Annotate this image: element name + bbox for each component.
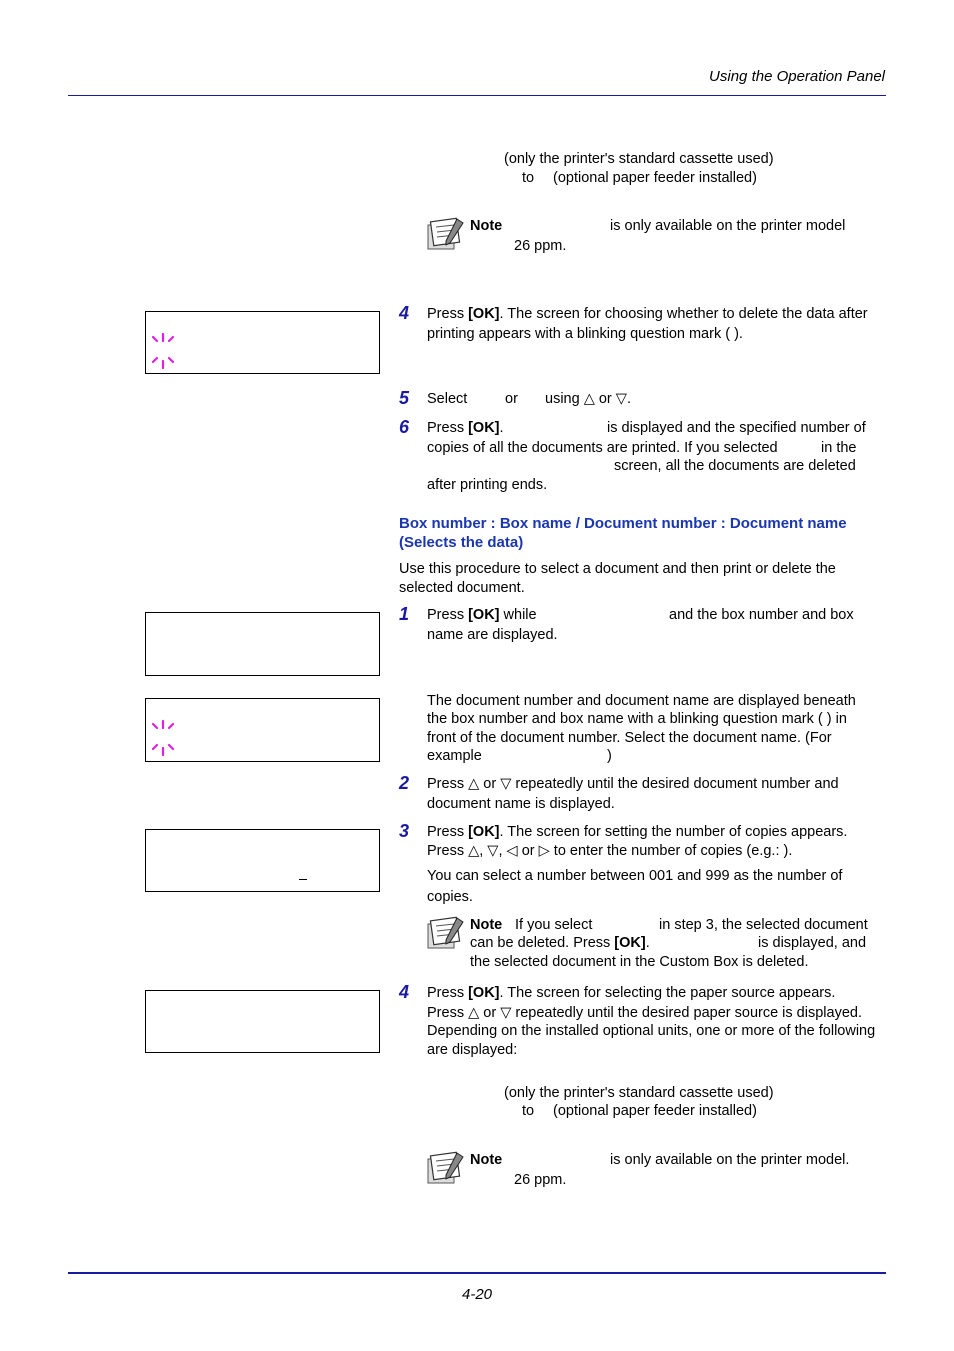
header-rule [68,95,886,96]
body-text: ) [607,748,612,764]
text-cursor [299,879,307,880]
step-text: Press △ or ▽ repeatedly until the desired document number and [427,776,839,792]
step-number: 3 [399,821,410,841]
step-text: printing appears with a blinking question mark ( ). [427,326,743,342]
step-number: 5 [399,388,410,408]
note-label: Note [470,1152,503,1168]
note-label: Note [470,917,503,933]
lcd-panel [145,612,380,676]
step-text: Press [OK]. The screen for choosing whether to delete the data after [427,306,868,322]
intro-text: selected document. [399,580,525,596]
page-number: 4-20 [461,1286,493,1303]
note-pad-icon [426,217,466,251]
blinking-cursor-icon [148,719,178,739]
intro-text: Use this procedure to select a document and then print or delete the [399,561,836,577]
lcd-panel [145,990,380,1053]
body-text: front of the document number. Select the document name. (For [427,730,832,746]
step-text: Press △, ▽, ◁ or ▷ to enter the number of copies (e.g.: ). [427,843,793,859]
step-number: 4 [399,303,410,323]
section-heading: (Selects the data) [399,534,524,551]
step-text: is displayed and the specified number of [607,420,866,436]
step-text: Press [OK] while [427,607,537,623]
feeder-line: (optional paper feeder installed) [553,170,757,186]
to-word: to [522,1103,535,1119]
lcd-panel [145,698,380,762]
step-number: 2 [399,773,410,793]
step-text: and the box number and box [669,607,854,623]
step-text: Press [OK]. The screen for setting the number of copies appears. [427,824,848,840]
body-text: The document number and document name are displayed beneath [427,693,856,709]
lcd-panel [145,311,380,374]
note-text: is only available on the printer model [610,218,846,234]
cassette-line: (only the printer's standard cassette used) [504,1085,774,1101]
section-heading: Box number : Box name / Document number : Document name [399,515,847,532]
note-text: can be deleted. Press [OK]. [470,935,650,951]
footer-rule [68,1272,886,1274]
step-number: 6 [399,417,410,437]
step-number: 4 [399,982,410,1002]
step-text: Press [OK]. [427,420,504,436]
step-text: in the [821,440,857,456]
note-text: is displayed, and [758,935,867,951]
to-word: to [522,170,535,186]
note-text: in step 3, the selected document [659,917,868,933]
note-text: 26 ppm. [514,1172,567,1188]
step-text: document name is displayed. [427,796,615,812]
note-label: Note [470,218,503,234]
step-text: copies. [427,889,473,905]
step-text: screen, all the documents are deleted [614,458,856,474]
body-text: example [427,748,482,764]
note-text: is only available on the printer model. [610,1152,850,1168]
note-text: the selected document in the Custom Box is deleted. [470,954,809,970]
step-text: are displayed: [427,1042,518,1058]
note-text: If you select [515,917,593,933]
step-text: Press [OK]. The screen for selecting the paper source appears. [427,985,836,1001]
step-text: after printing ends. [427,477,548,493]
step-text: Select [427,391,468,407]
step-text: You can select a number between 001 and 999 as the number of [427,868,843,884]
step-text: copies of all the documents are printed. If you selected [427,440,778,456]
step-text: using △ or ▽. [545,391,631,407]
note-pad-icon [426,916,466,950]
blinking-cursor-icon [148,741,178,761]
blinking-cursor-icon [148,332,178,352]
blinking-cursor-icon [148,354,178,374]
body-text: the box number and box name with a blinking question mark ( ) in [427,711,847,727]
note-text: 26 ppm. [514,238,567,254]
running-header: Using the Operation Panel [709,68,885,85]
step-number: 1 [399,604,410,624]
note-pad-icon [426,1151,466,1185]
feeder-line: (optional paper feeder installed) [553,1103,757,1119]
step-text: Depending on the installed optional units, one or more of the following [427,1023,876,1039]
step-text: Press △ or ▽ repeatedly until the desired paper source is displayed. [427,1005,862,1021]
lcd-panel [145,829,380,892]
cassette-line: (only the printer's standard cassette used) [504,151,774,167]
step-text: name are displayed. [427,627,558,643]
step-text: or [505,391,518,407]
